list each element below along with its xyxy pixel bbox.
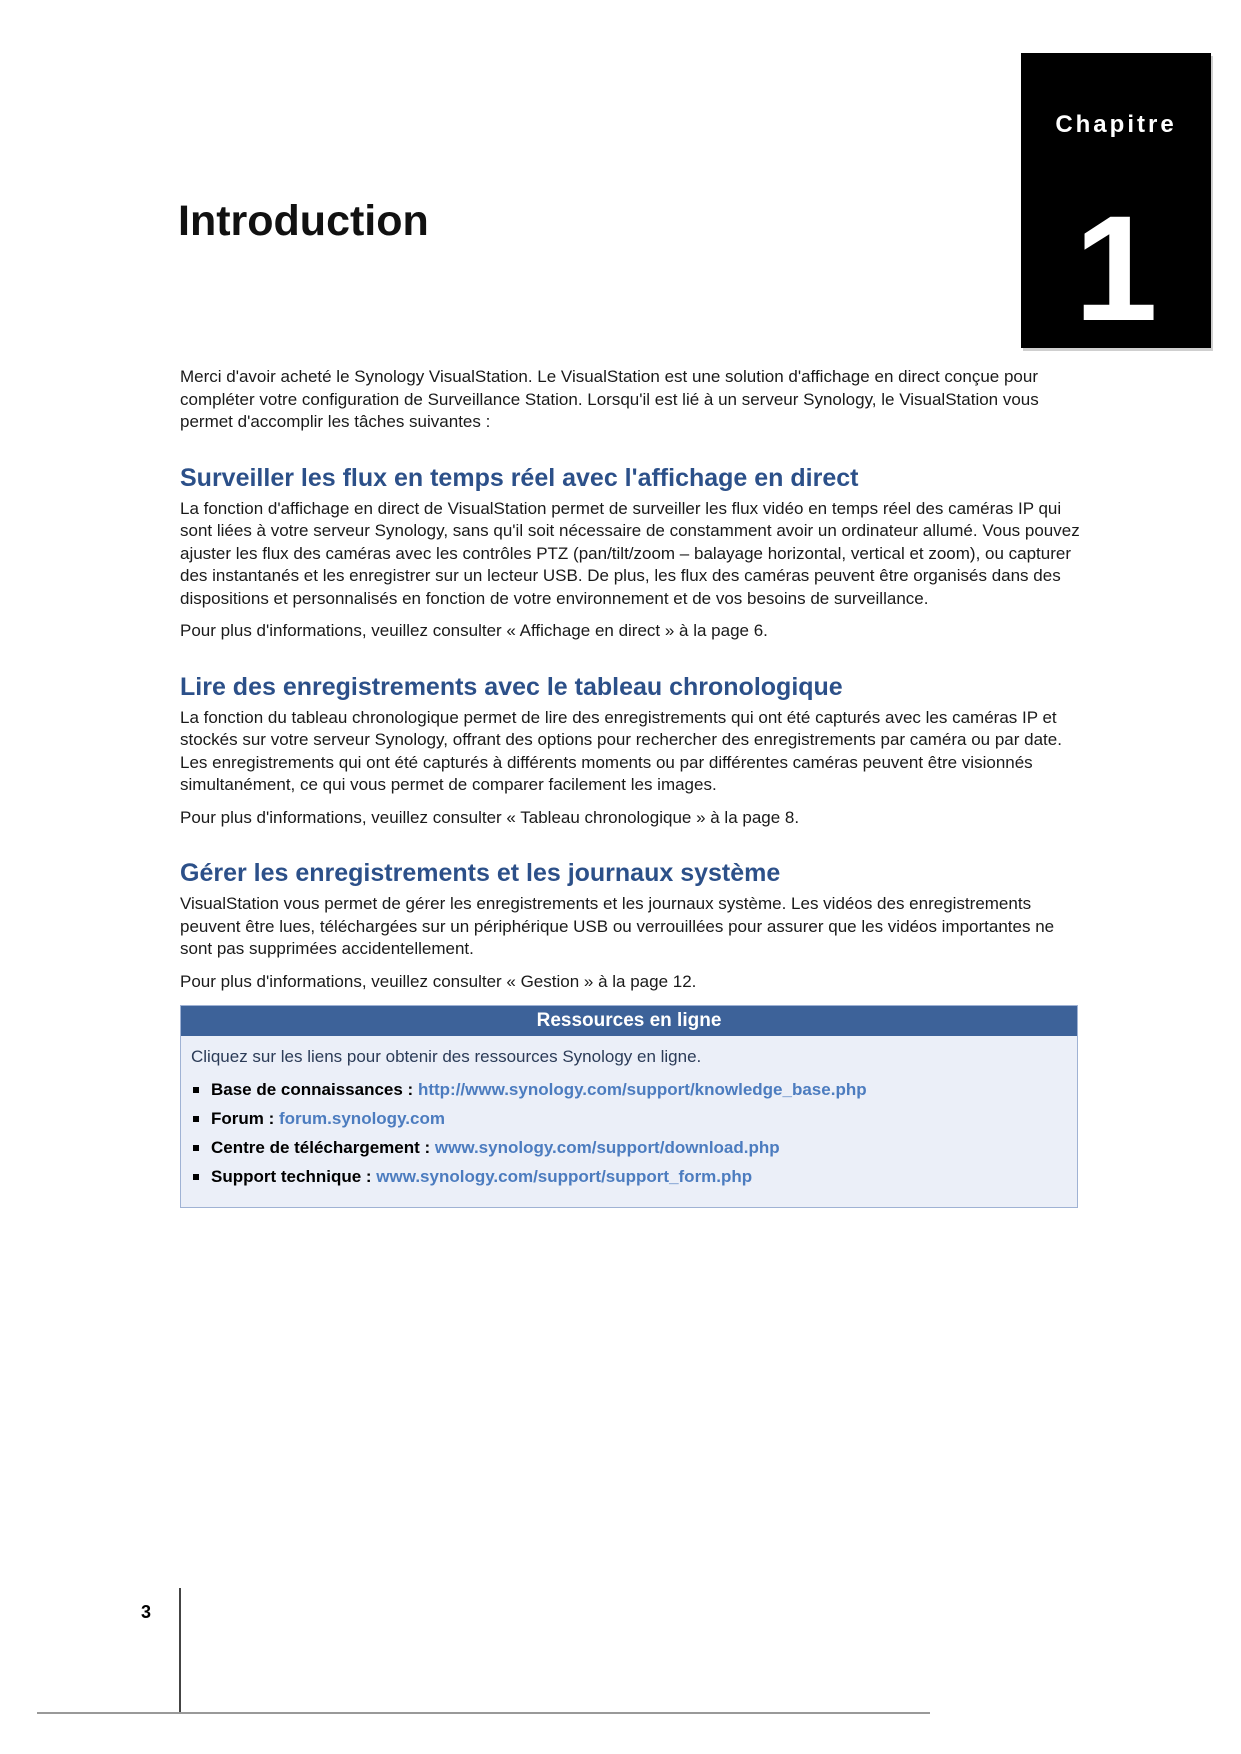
bullet-icon — [193, 1145, 199, 1151]
resources-title: Ressources en ligne — [181, 1006, 1077, 1036]
chapter-label: Chapitre — [1055, 111, 1177, 138]
resource-label: Support technique : — [211, 1167, 372, 1186]
bullet-icon — [193, 1174, 199, 1180]
resource-item-technical-support — [191, 1162, 1067, 1191]
resources-box — [180, 1005, 1078, 1208]
main-content — [180, 366, 1080, 1208]
section-management — [180, 857, 1080, 993]
resource-label: Forum : — [211, 1109, 275, 1128]
section-heading: Surveiller les flux en temps réel avec l'affichage en direct — [180, 463, 859, 492]
resources-body — [181, 1036, 1077, 1207]
section-reference: Pour plus d'informations, veuillez consulter « Gestion » à la page 12. — [180, 971, 697, 991]
resources-intro: Cliquez sur les liens pour obtenir des ressources Synology en ligne. — [191, 1047, 702, 1066]
section-body: La fonction du tableau chronologique permet de lire des enregistrements qui ont été capturés avec les caméras IP et stockés sur votre serveur Synology, offrant des options pour rechercher des enregistrements par caméra ou par date. Les enregistrements qui ont été capturés à différents moments ou par différentes caméras peuvent être visionnés simultanément, ce qui vous permet de comparer facilement les images. — [180, 707, 1062, 794]
page-title: Introduction — [178, 197, 429, 245]
chapter-number: 1 — [1074, 184, 1158, 352]
resources-list — [191, 1075, 1067, 1191]
section-reference: Pour plus d'informations, veuillez consulter « Affichage en direct » à la page 6. — [180, 621, 768, 640]
resource-label: Base de connaissances : — [211, 1080, 414, 1099]
intro-paragraph: Merci d'avoir acheté le Synology VisualStation. Le VisualStation est une solution d'affichage en direct conçue pour compléter votre configuration de Surveillance Station. Lorsqu'il est lié à un serveur Synology, le VisualStation vous permet d'accomplir les tâches suivantes : — [180, 367, 1039, 431]
forum-link[interactable]: forum.synology.com — [279, 1109, 445, 1128]
resource-item-knowledge-base — [191, 1075, 1067, 1104]
bullet-icon — [193, 1087, 199, 1093]
footer-horizontal-rule — [37, 1712, 930, 1714]
section-heading: Lire des enregistrements avec le tableau chronologique — [180, 672, 843, 701]
resource-item-download-center — [191, 1133, 1067, 1162]
section-body: VisualStation vous permet de gérer les enregistrements et les journaux système. Les vidéos des enregistrements peuvent être lues, téléchargées sur un périphérique USB ou verrouillées pour assurer que les vidéos importantes ne sont pas supprimées accidentellement. — [180, 894, 1055, 958]
knowledge-base-link[interactable]: http://www.synology.com/support/knowledge_base.php — [417, 1080, 867, 1099]
section-heading: Gérer les enregistrements et les journaux système — [180, 859, 781, 887]
download-center-link[interactable]: www.synology.com/support/download.php — [434, 1138, 780, 1157]
section-timeline — [180, 671, 1080, 830]
section-live-view — [180, 462, 1080, 643]
resource-item-forum — [191, 1104, 1067, 1133]
technical-support-link[interactable]: www.synology.com/support/support_form.php — [376, 1167, 753, 1186]
section-body: La fonction d'affichage en direct de VisualStation permet de surveiller les flux vidéo en temps réel des caméras IP qui sont liées à votre serveur Synology, sans qu'il soit nécessaire de constamment avoir un ordinateur allumé. Vous pouvez ajuster les flux des caméras avec les contrôles PTZ (pan/tilt/zoom – balayage horizontal, vertical et zoom), ou capturer des instantanés et les enregistrer sur un lecteur USB. De plus, les flux des caméras peuvent être organisés dans des dispositions et personnalisés en fonction de votre environnement et de vos besoins de surveillance. — [180, 498, 1080, 608]
chapter-box — [1021, 53, 1211, 352]
section-reference: Pour plus d'informations, veuillez consulter « Tableau chronologique » à la page 8. — [180, 807, 800, 827]
resource-label: Centre de téléchargement : — [211, 1138, 431, 1157]
footer-vertical-rule — [179, 1588, 181, 1714]
page-number: 3 — [141, 1602, 152, 1622]
bullet-icon — [193, 1116, 199, 1122]
